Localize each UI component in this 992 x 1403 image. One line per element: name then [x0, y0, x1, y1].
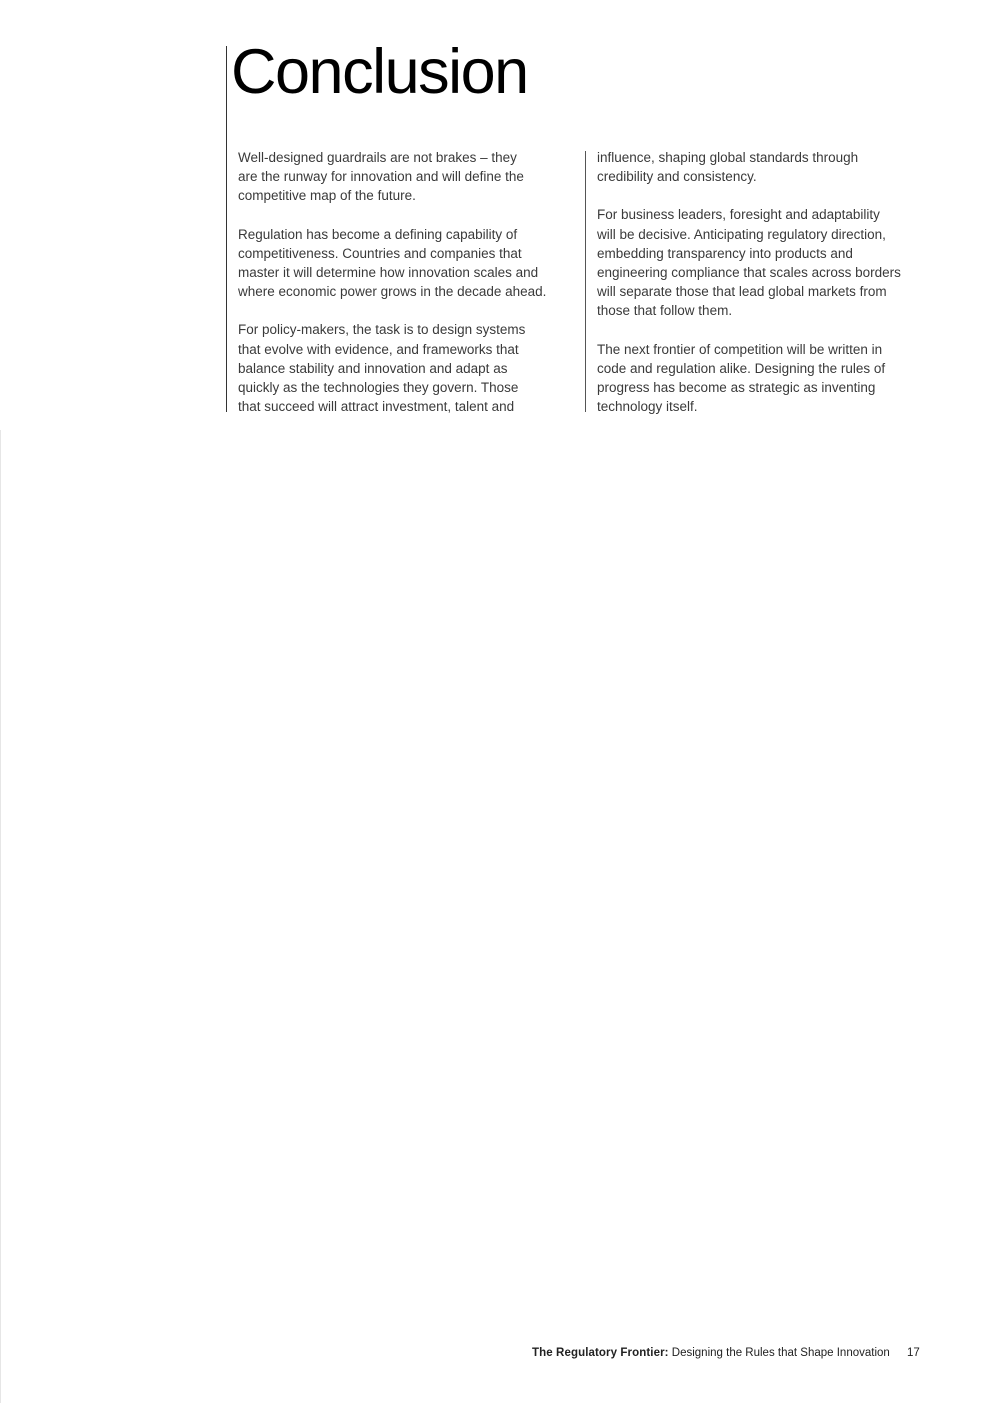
body-paragraph: For business leaders, foresight and adaptability will be decisive. Anticipating regulatory direction, embedding transparency into products and engineering compliance that scales across borders will separate those that lead global markets from those that follow them. — [597, 207, 901, 319]
footer-report-name: The Regulatory Frontier: — [532, 1347, 669, 1359]
body-paragraph: The next frontier of competition will be written in code and regulation alike. Designing the rules of progress has become as strategic as inventing technology itself. — [597, 341, 886, 415]
left-text-column — [238, 148, 583, 435]
column-divider — [585, 151, 586, 412]
page-edge-line — [0, 430, 1, 1403]
body-paragraph: For policy-makers, the task is to design systems that evolve with evidence, and frameworks that balance stability and innovation and adapt as quickly as the technologies they govern. Those that succeed will attract investment, talent and — [238, 322, 526, 415]
body-paragraph: influence, shaping global standards through credibility and consistency. — [597, 150, 859, 185]
body-paragraph: Regulation has become a defining capability of competitiveness. Countries and companies that master it will determine how innovation scales and where economic power grows in the decade ahead. — [238, 226, 547, 300]
page-footer — [532, 1347, 920, 1359]
footer-report-subtitle: Designing the Rules that Shape Innovation — [671, 1347, 890, 1359]
right-text-column — [597, 148, 937, 435]
page-title: Conclusion — [231, 37, 528, 107]
body-paragraph: Well-designed guardrails are not brakes – they are the runway for innovation and will define the competitive map of the future. — [238, 150, 524, 204]
title-vertical-rule — [226, 46, 227, 412]
footer-page-number: 17 — [907, 1347, 920, 1359]
